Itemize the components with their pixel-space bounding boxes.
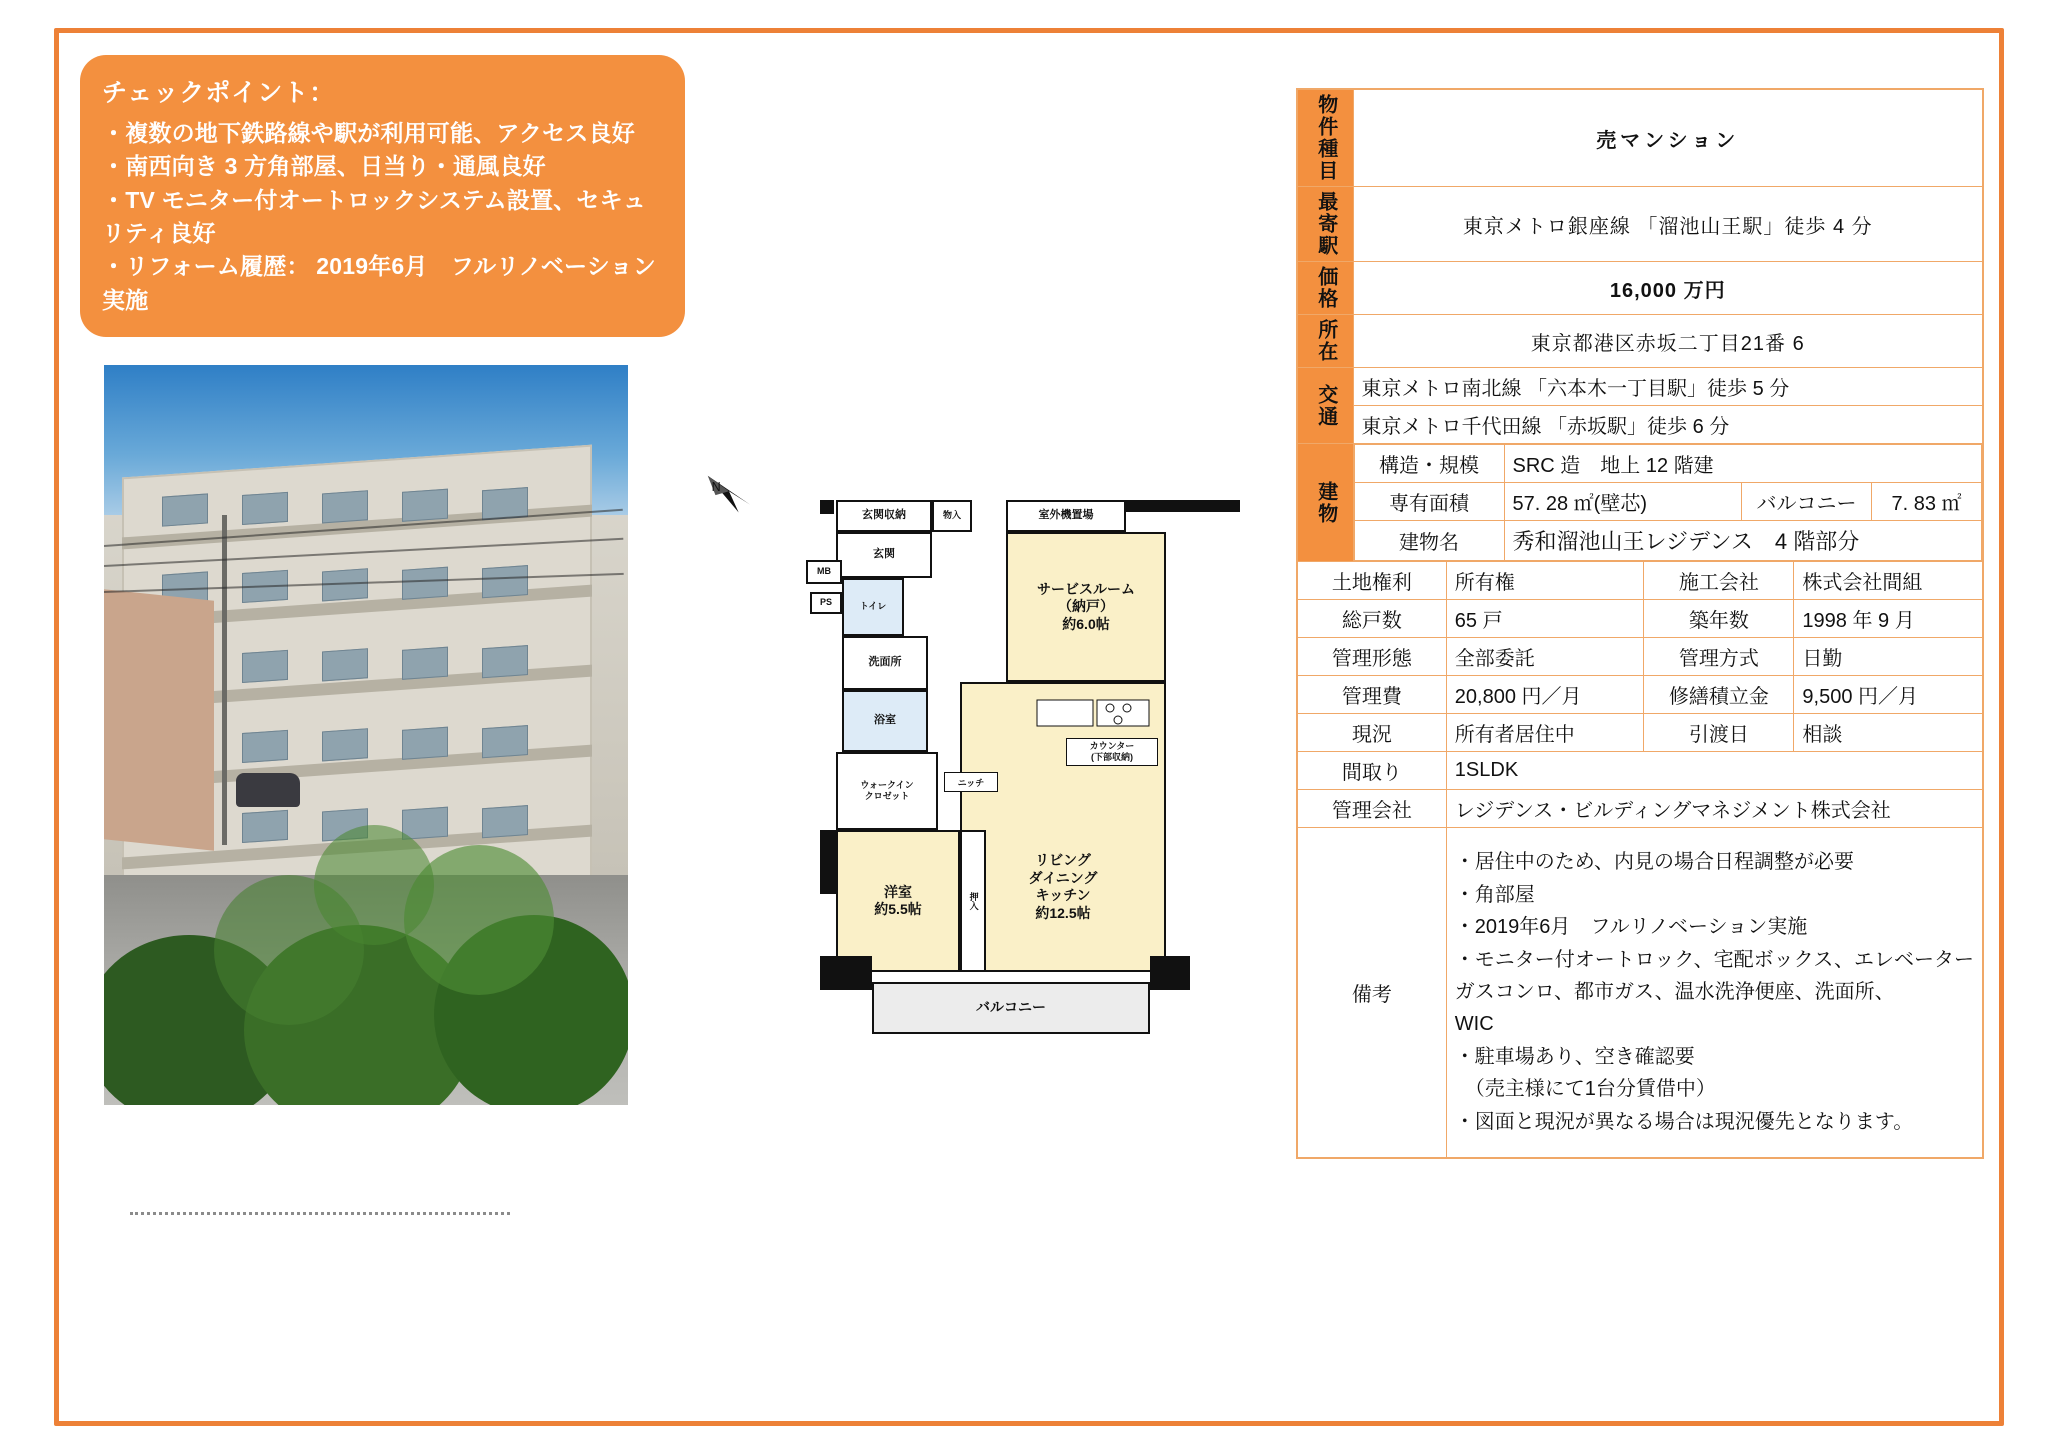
checkpoint-balloon	[80, 55, 685, 337]
label-access: 交通	[1297, 368, 1353, 444]
label-balcony-area: バルコニー	[1742, 483, 1872, 521]
label-kind: 物件種目	[1297, 89, 1353, 187]
value-mgmt-form: 全部委託	[1446, 638, 1644, 676]
value-mgmt-method: 日勤	[1794, 638, 1983, 676]
photo-divider-dotted	[130, 1212, 510, 1215]
building-subtable-cell	[1353, 444, 1983, 562]
fp-entrance: 玄関	[836, 532, 932, 578]
label-area: 専有面積	[1354, 483, 1504, 521]
checkpoint-title: チェックポイント：	[102, 79, 336, 107]
value-repair-fund: 9,500 円／月	[1794, 676, 1983, 714]
note-line-4: ・モニター付オートロック、宅配ボックス、エレベーター	[1454, 948, 1974, 971]
value-address: 東京都港区赤坂二丁目21番 6	[1353, 315, 1983, 368]
fp-walk-in-closet: ウォークイン クロゼット	[836, 752, 938, 830]
label-status: 現況	[1297, 714, 1446, 752]
fp-balcony: バルコニー	[872, 982, 1150, 1034]
label-mgmt-form: 管理形態	[1297, 638, 1446, 676]
value-structure: SRC 造 地上 12 階建	[1504, 445, 1982, 483]
value-mgmt-company: レジデンス・ビルディングマネジメント株式会社	[1446, 790, 1983, 828]
svg-text:N: N	[711, 480, 721, 495]
spec-row-layout	[1297, 752, 1983, 790]
spec-row-land-right	[1297, 562, 1983, 600]
label-handover: 引渡日	[1644, 714, 1794, 752]
fp-ps: PS	[810, 592, 842, 614]
value-balcony-area: 7. 83 ㎡	[1872, 483, 1982, 521]
label-land-right: 土地権利	[1297, 562, 1446, 600]
label-mgmt-method: 管理方式	[1644, 638, 1794, 676]
spec-row-address	[1297, 315, 1983, 368]
fp-ldk: リビング ダイニング キッチン 約12.5帖	[960, 682, 1166, 972]
label-mgmt-company: 管理会社	[1297, 790, 1446, 828]
fp-genkan-shuno: 玄関収納	[836, 500, 932, 532]
fp-niche: ニッチ	[944, 772, 998, 792]
building-subtable	[1354, 444, 1983, 561]
label-repair-fund: 修繕積立金	[1644, 676, 1794, 714]
fp-counter: カウンター (下部収納)	[1066, 738, 1158, 766]
spec-row-units	[1297, 600, 1983, 638]
value-status: 所有者居住中	[1446, 714, 1644, 752]
value-built-year: 1998 年 9 月	[1794, 600, 1983, 638]
note-line-6: WIC	[1454, 1013, 1494, 1036]
fp-washroom: 洗面所	[842, 636, 928, 690]
building-row-area	[1354, 483, 1982, 521]
fp-shitsugaiki: 室外機置場	[1006, 500, 1126, 532]
building-row-structure	[1354, 445, 1982, 483]
label-builder: 施工会社	[1644, 562, 1794, 600]
floor-plan	[817, 500, 1240, 1115]
label-structure: 構造・規模	[1354, 445, 1504, 483]
label-built-year: 築年数	[1644, 600, 1794, 638]
value-handover: 相談	[1794, 714, 1983, 752]
label-layout: 間取り	[1297, 752, 1446, 790]
spec-row-mgmt-fee	[1297, 676, 1983, 714]
photo-vegetation	[104, 805, 628, 1105]
label-total-units: 総戸数	[1297, 600, 1446, 638]
value-area: 57. 28 ㎡(壁芯)	[1504, 483, 1742, 521]
photo-car	[236, 773, 300, 807]
fp-toilet: トイレ	[842, 578, 904, 636]
fp-mb: MB	[806, 560, 842, 584]
checkpoint-line-2: ・南西向き 3 方角部屋、日当り・通風良好	[102, 153, 546, 180]
checkpoint-line-1: ・複数の地下鉄路線や駅が利用可能、アクセス良好	[102, 120, 635, 146]
compass-icon	[700, 468, 758, 526]
fp-monoire: 物入	[932, 500, 972, 532]
value-access-2: 東京メトロ千代田線 「赤坂駅」徒歩 6 分	[1353, 406, 1983, 444]
label-price: 価格	[1297, 262, 1353, 315]
value-price: 16,000 万円	[1353, 262, 1983, 315]
label-building: 建物	[1297, 444, 1353, 562]
fp-kitchen-sink	[1034, 696, 1154, 734]
value-layout: 1SLDK	[1446, 752, 1983, 790]
label-building-name: 建物名	[1354, 521, 1504, 561]
value-notes	[1446, 828, 1983, 1158]
spec-row-mgmt-form	[1297, 638, 1983, 676]
value-nearest-station: 東京メトロ銀座線 「溜池山王駅」徒歩 4 分	[1353, 187, 1983, 262]
fp-bath: 浴室	[842, 690, 928, 752]
value-mgmt-fee: 20,800 円／月	[1446, 676, 1644, 714]
photo-utility-pole	[222, 515, 227, 845]
value-total-units: 65 戸	[1446, 600, 1644, 638]
label-notes: 備考	[1297, 828, 1446, 1158]
checkpoint-line-4: ・リフォーム履歴： 2019年6月 フルリノベーション実施	[102, 253, 656, 313]
spec-row-notes	[1297, 828, 1983, 1158]
note-line-2: ・角部屋	[1454, 883, 1535, 906]
spec-row-mgmt-company	[1297, 790, 1983, 828]
note-line-1: ・居住中のため、内見の場合日程調整が必要	[1454, 851, 1854, 874]
note-line-5: ガスコンロ、都市ガス、温水洗浄便座、洗面所、	[1454, 981, 1895, 1004]
spec-row-nearest-station	[1297, 187, 1983, 262]
spec-row-price	[1297, 262, 1983, 315]
value-access-1: 東京メトロ南北線 「六本木一丁目駅」徒歩 5 分	[1353, 368, 1983, 406]
spec-row-status	[1297, 714, 1983, 752]
spec-row-building	[1297, 444, 1983, 562]
value-land-right: 所有権	[1446, 562, 1644, 600]
value-builder: 株式会社間組	[1794, 562, 1983, 600]
checkpoint-line-3: ・TV モニター付オートロックシステム設置、セキュリティ良好	[102, 186, 647, 247]
label-nearest-station: 最寄駅	[1297, 187, 1353, 262]
kitchen-icon	[1035, 696, 1153, 730]
value-kind: 売マンション	[1353, 89, 1983, 187]
note-line-9: ・図面と現況が異なる場合は現況優先となります。	[1454, 1110, 1914, 1133]
value-building-name: 秀和溜池山王レジデンス 4 階部分	[1504, 521, 1982, 561]
fp-service-room: サービスルーム （納戸） 約6.0帖	[1006, 532, 1166, 682]
note-line-3: ・2019年6月 フルリノベーション実施	[1454, 916, 1808, 939]
spec-row-kind	[1297, 89, 1983, 187]
photo-image	[104, 365, 628, 1105]
note-line-7: ・駐車場あり、空き確認要	[1454, 1045, 1695, 1068]
fp-western-room: 洋室 約5.5帖	[836, 830, 960, 972]
label-mgmt-fee: 管理費	[1297, 676, 1446, 714]
spec-row-access	[1297, 368, 1983, 406]
fp-oshiire: 押入	[960, 830, 986, 972]
property-spec-table	[1296, 88, 1984, 1159]
building-row-name	[1354, 521, 1982, 561]
label-address: 所在	[1297, 315, 1353, 368]
note-line-8: （売主様にて1台分賃借中）	[1454, 1078, 1716, 1101]
exterior-photo	[104, 365, 628, 1105]
